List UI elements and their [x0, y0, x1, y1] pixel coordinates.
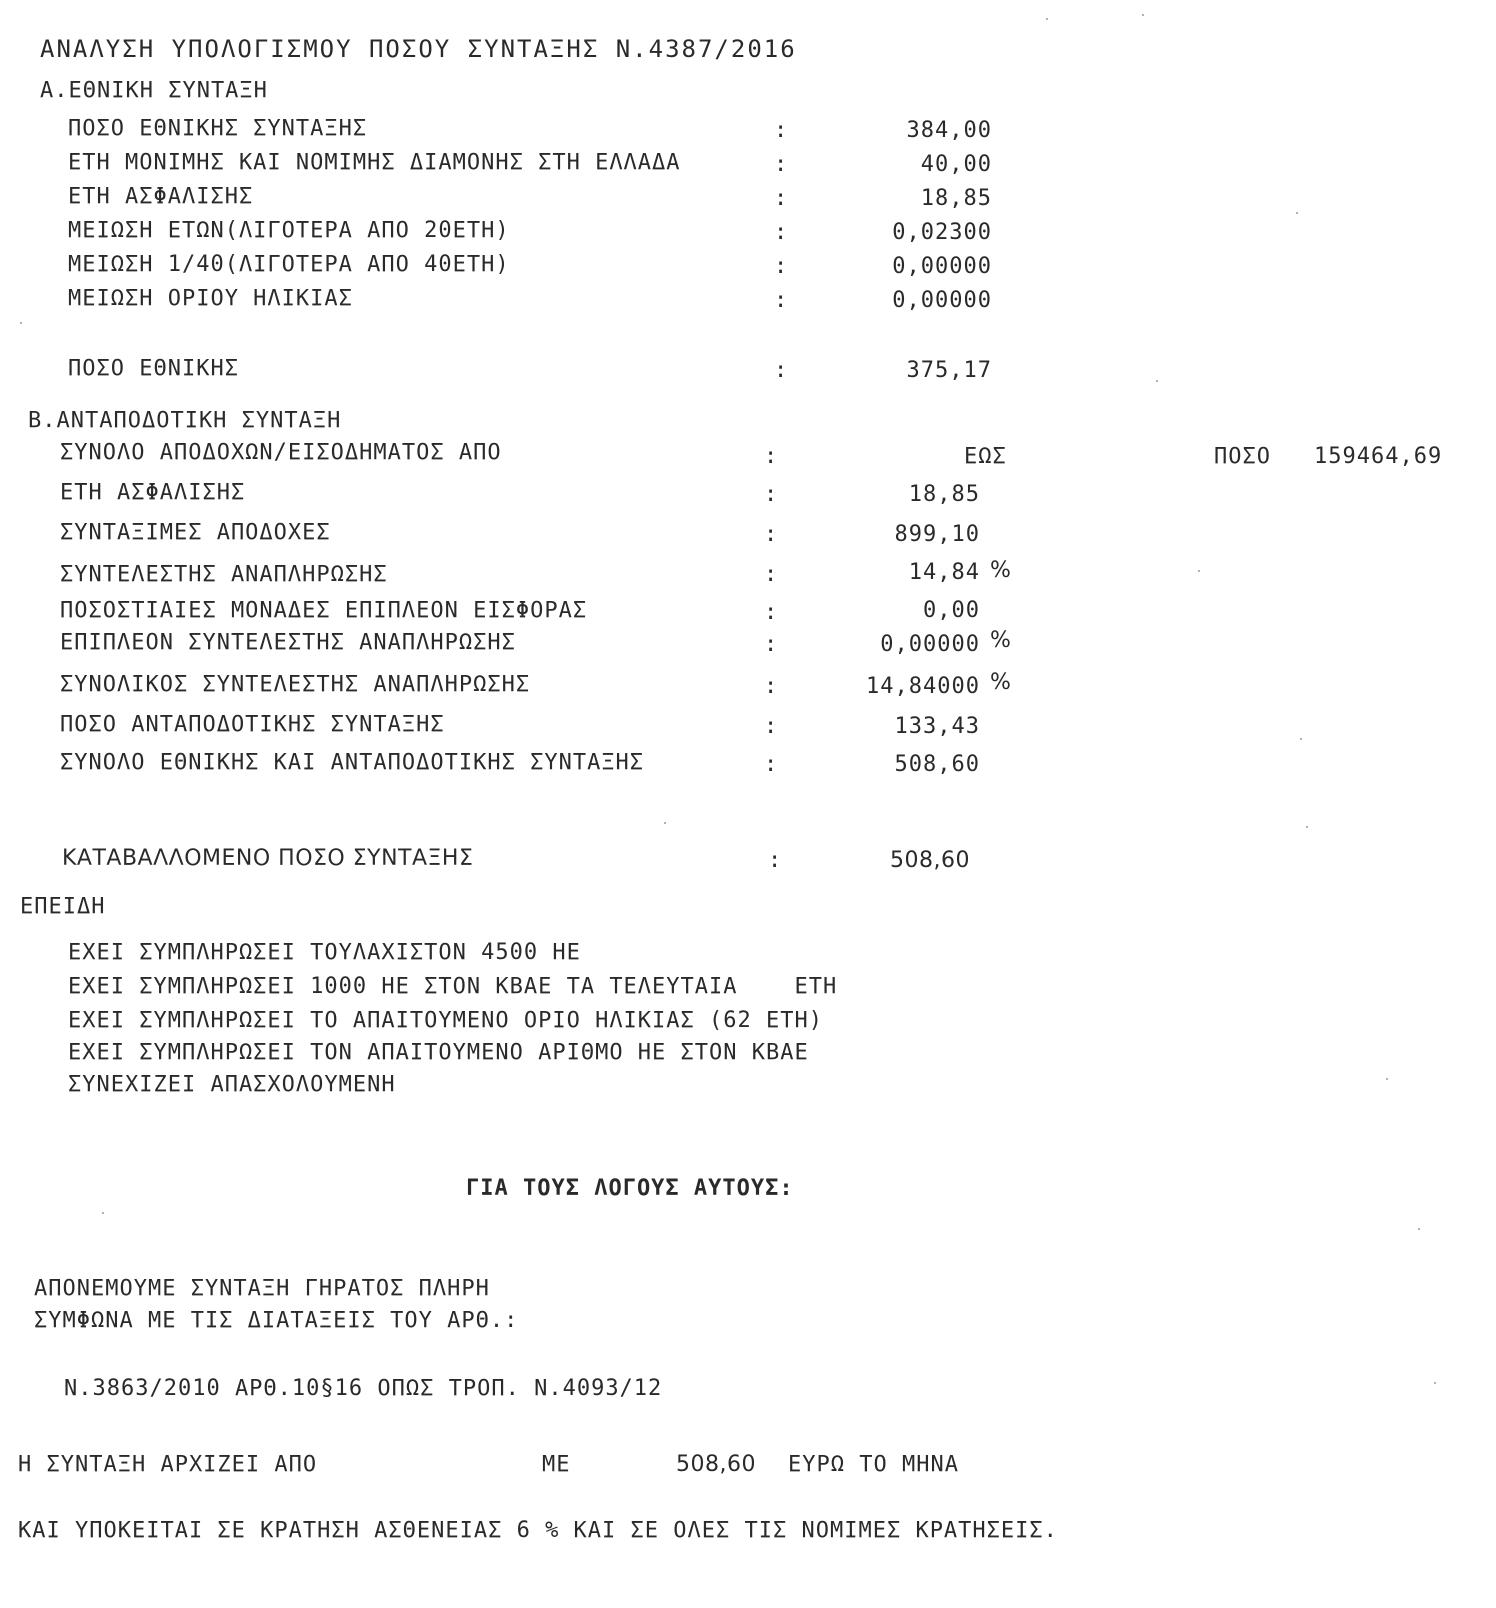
- row-colon: :: [764, 714, 779, 739]
- row-value: 133,43: [894, 714, 980, 739]
- start-suffix: ΕΥΡΩ ΤΟ ΜΗΝΑ: [788, 1452, 959, 1477]
- income-label: ΣΥΝΟΛΟ ΑΠΟΔΟΧΩΝ/ΕΙΣΟΔΗΜΑΤΟΣ ΑΠΟ: [60, 440, 502, 465]
- row-value: 14,84: [908, 560, 980, 585]
- row-colon: :: [774, 152, 789, 177]
- row-label: ΜΕΙΩΣΗ ΕΤΩΝ(ΛΙΓΟΤΕΡΑ ΑΠΟ 20ΕΤΗ): [68, 218, 510, 243]
- paid-amount-value: 508,60: [890, 848, 970, 873]
- row-value: 18,85: [908, 482, 980, 507]
- scan-speck: [102, 1212, 104, 1214]
- row-value: 0,00000: [892, 254, 992, 279]
- document-title: ΑΝΑΛΥΣΗ ΥΠΟΛΟΓΙΣΜΟΥ ΠΟΣΟΥ ΣΥΝΤΑΞΗΣ Ν.4387/2016: [40, 35, 797, 63]
- income-amount-label: ΠΟΣΟ: [1214, 444, 1271, 469]
- income-to-label: ΕΩΣ: [964, 444, 1007, 469]
- row-value: 0,02300: [892, 220, 992, 245]
- scan-speck: [1142, 14, 1144, 16]
- row-label: ΕΤΗ ΑΣΦΑΛΙΣΗΣ: [68, 184, 254, 209]
- row-colon: :: [764, 600, 779, 625]
- row-label: ΕΤΗ ΜΟΝΙΜΗΣ ΚΑΙ ΝΟΜΙΜΗΣ ΔΙΑΜΟΝΗΣ ΣΤΗ ΕΛΛΑΔΑ: [68, 150, 681, 175]
- scan-speck: [1418, 1228, 1420, 1230]
- start-label: Η ΣΥΝΤΑΞΗ ΑΡΧΙΖΕΙ ΑΠΟ: [18, 1452, 318, 1477]
- scan-speck: [20, 322, 22, 324]
- row-colon: :: [774, 254, 789, 279]
- row-label: ΠΟΣΟ ΑΝΤΑΠΟΔΟΤΙΚΗΣ ΣΥΝΤΑΞΗΣ: [60, 712, 445, 737]
- since-item: ΕΧΕΙ ΣΥΜΠΛΗΡΩΣΕΙ ΤΟΥΛΑΧΙΣΤΟΝ 4500 ΗΕ: [68, 940, 581, 965]
- row-value: 899,10: [894, 522, 980, 547]
- scan-speck: [1296, 212, 1298, 214]
- scan-speck: [664, 822, 666, 824]
- row-colon: :: [764, 482, 779, 507]
- income-amount-value: 159464,69: [1314, 444, 1443, 469]
- row-colon: :: [764, 674, 779, 699]
- scan-speck: [1434, 1382, 1436, 1384]
- row-colon: :: [774, 186, 789, 211]
- row-colon: :: [774, 358, 789, 383]
- row-label: ΜΕΙΩΣΗ ΟΡΙΟΥ ΗΛΙΚΙΑΣ: [68, 286, 353, 311]
- row-value: 40,00: [920, 152, 992, 177]
- row-label: ΣΥΝΟΛΙΚΟΣ ΣΥΝΤΕΛΕΣΤΗΣ ΑΝΑΠΛΗΡΩΣΗΣ: [60, 672, 531, 697]
- row-unit: %: [990, 670, 1012, 695]
- row-colon: :: [764, 444, 779, 469]
- row-value: 0,00000: [892, 288, 992, 313]
- row-value: 0,00: [923, 598, 980, 623]
- row-colon: :: [768, 848, 783, 873]
- paid-amount-label: ΚΑΤΑΒΑΛΛΟΜΕΝΟ ΠΟΣΟ ΣΥΝΤΑΞΗΣ: [62, 846, 474, 871]
- row-label: ΕΤΗ ΑΣΦΑΛΙΣΗΣ: [60, 480, 246, 505]
- row-unit: %: [990, 628, 1012, 653]
- row-label: ΣΥΝΤΕΛΕΣΤΗΣ ΑΝΑΠΛΗΡΩΣΗΣ: [60, 562, 388, 587]
- scan-speck: [1306, 826, 1308, 828]
- since-item: ΕΧΕΙ ΣΥΜΠΛΗΡΩΣΕΙ ΤΟΝ ΑΠΑΙΤΟΥΜΕΝΟ ΑΡΙΘΜΟ ΗΕ ΣΤΟΝ ΚΒΑΕ: [68, 1040, 809, 1065]
- row-label: ΣΥΝΟΛΟ ΕΘΝΙΚΗΣ ΚΑΙ ΑΝΤΑΠΟΔΟΤΙΚΗΣ ΣΥΝΤΑΞΗΣ: [60, 750, 645, 775]
- row-value: 384,00: [906, 118, 992, 143]
- since-item: ΕΧΕΙ ΣΥΜΠΛΗΡΩΣΕΙ ΤΟ ΑΠΑΙΤΟΥΜΕΝΟ ΟΡΙΟ ΗΛΙΚΙΑΣ (62 ΕΤΗ): [68, 1008, 823, 1033]
- law-reference: Ν.3863/2010 ΑΡΘ.10§16 ΟΠΩΣ ΤΡΟΠ. Ν.4093/12: [64, 1376, 663, 1401]
- row-colon: :: [764, 632, 779, 657]
- award-line-1: ΑΠΟΝΕΜΟΥΜΕ ΣΥΝΤΑΞΗ ΓΗΡΑΤΟΣ ΠΛΗΡΗ: [34, 1276, 490, 1301]
- row-colon: :: [774, 288, 789, 313]
- row-label: ΕΠΙΠΛΕΟΝ ΣΥΝΤΕΛΕΣΤΗΣ ΑΝΑΠΛΗΡΩΣΗΣ: [60, 630, 516, 655]
- start-with-label: ΜΕ: [542, 1452, 571, 1477]
- national-total-value: 375,17: [906, 358, 992, 383]
- section-a-heading: Α.ΕΘΝΙΚΗ ΣΥΝΤΑΞΗ: [40, 78, 268, 103]
- row-colon: :: [774, 220, 789, 245]
- scan-speck: [1198, 570, 1200, 572]
- reasons-heading: ΓΙΑ ΤΟΥΣ ΛΟΓΟΥΣ ΑΥΤΟΥΣ:: [466, 1176, 794, 1201]
- section-b-heading: Β.ΑΝΤΑΠΟΔΟΤΙΚΗ ΣΥΝΤΑΞΗ: [28, 408, 342, 433]
- scan-speck: [1386, 1078, 1388, 1080]
- row-colon: :: [764, 522, 779, 547]
- row-value: 0,00000: [880, 632, 980, 657]
- scan-speck: [1300, 738, 1302, 740]
- row-label: ΜΕΙΩΣΗ 1/40(ΛΙΓΟΤΕΡΑ ΑΠΟ 40ΕΤΗ): [68, 252, 510, 277]
- scan-speck: [1156, 380, 1158, 382]
- since-item: ΣΥΝΕΧΙΖΕΙ ΑΠΑΣΧΟΛΟΥΜΕΝΗ: [68, 1072, 396, 1097]
- row-colon: :: [774, 118, 789, 143]
- start-amount: 508,60: [676, 1452, 756, 1477]
- row-unit: %: [990, 558, 1012, 583]
- row-colon: :: [764, 562, 779, 587]
- row-label: ΣΥΝΤΑΞΙΜΕΣ ΑΠΟΔΟΧΕΣ: [60, 520, 331, 545]
- since-item: ΕΧΕΙ ΣΥΜΠΛΗΡΩΣΕΙ 1000 ΗΕ ΣΤΟΝ ΚΒΑΕ ΤΑ ΤΕΛΕΥΤΑΙΑ ΕΤΗ: [68, 974, 838, 999]
- deduction-text: ΚΑΙ ΥΠΟΚΕΙΤΑΙ ΣΕ ΚΡΑΤΗΣΗ ΑΣΘΕΝΕΙΑΣ 6 % ΚΑΙ ΣΕ ΟΛΕΣ ΤΙΣ ΝΟΜΙΜΕΣ ΚΡΑΤΗΣΕΙΣ.: [18, 1518, 1058, 1543]
- row-colon: :: [764, 752, 779, 777]
- row-value: 18,85: [920, 186, 992, 211]
- national-total-label: ΠΟΣΟ ΕΘΝΙΚΗΣ: [68, 356, 239, 381]
- row-label: ΠΟΣΟ ΕΘΝΙΚΗΣ ΣΥΝΤΑΞΗΣ: [68, 116, 368, 141]
- scan-speck: [1046, 18, 1048, 20]
- row-value: 14,84000: [866, 674, 980, 699]
- since-heading: ΕΠΕΙΔΗ: [20, 894, 106, 919]
- award-line-2: ΣΥΜΦΩΝΑ ΜΕ ΤΙΣ ΔΙΑΤΑΞΕΙΣ ΤΟΥ ΑΡΘ.:: [34, 1308, 519, 1333]
- row-label: ΠΟΣΟΣΤΙΑΙΕΣ ΜΟΝΑΔΕΣ ΕΠΙΠΛΕΟΝ ΕΙΣΦΟΡΑΣ: [60, 598, 588, 623]
- row-value: 508,60: [894, 752, 980, 777]
